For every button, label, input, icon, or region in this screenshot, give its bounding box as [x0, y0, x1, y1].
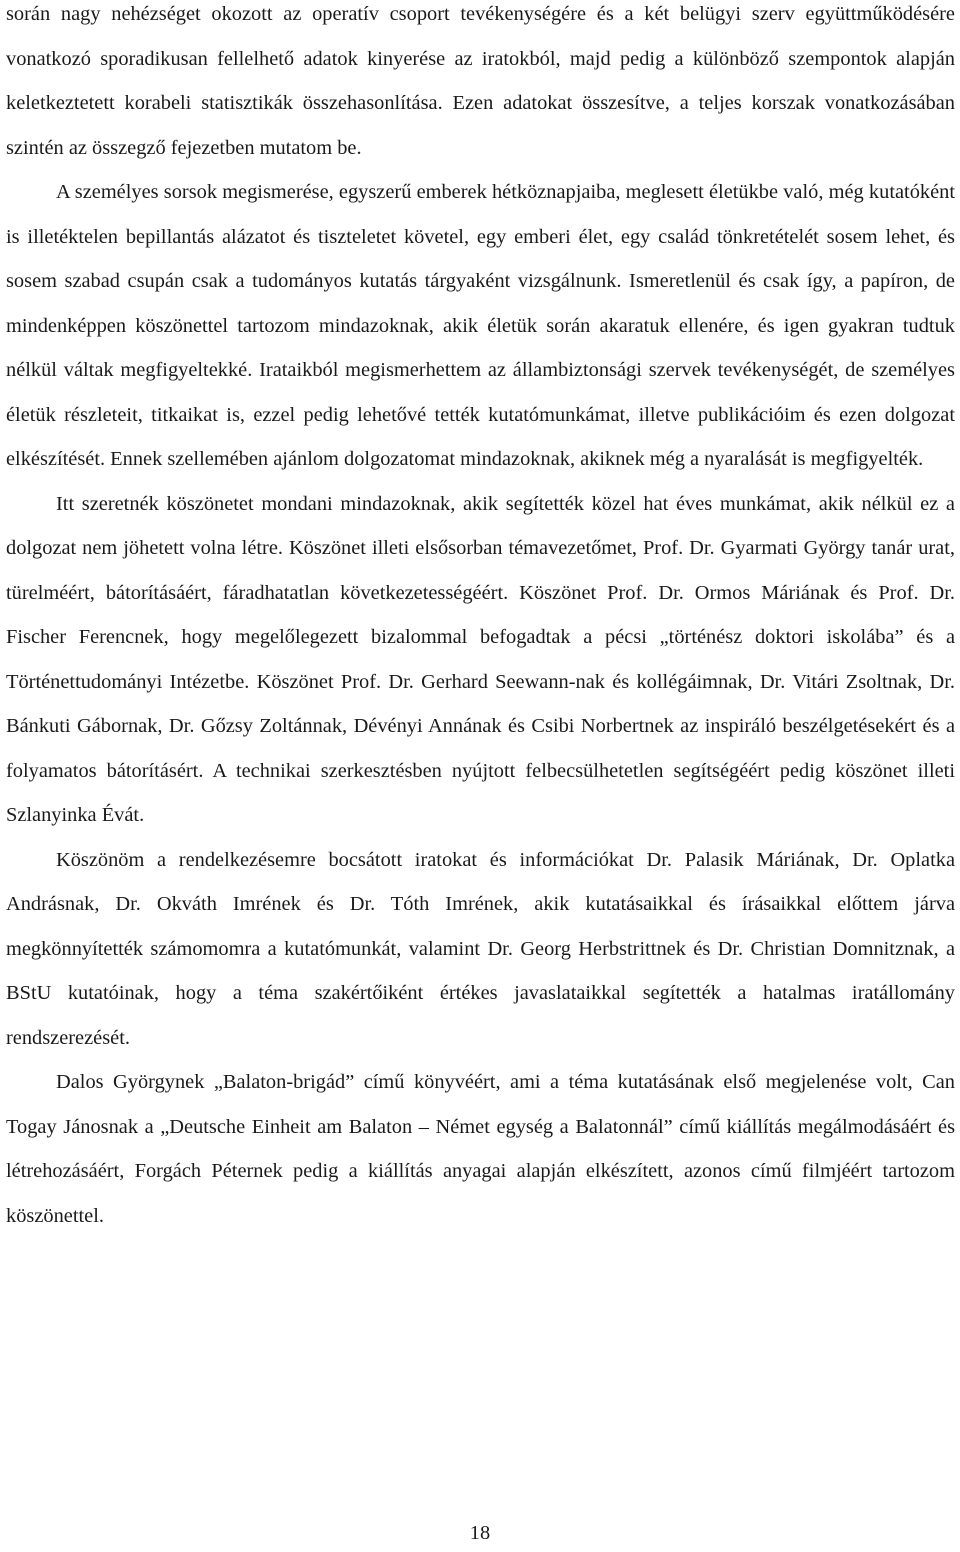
- page-number: 18: [469, 1522, 491, 1544]
- paragraph-thanks-documents: Köszönöm a rendelkezésemre bocsátott iratokat és információkat Dr. Palasik Máriának, Dr. Oplatka Andrásnak, Dr. Okváth Imrének és Dr. Tóth Imrének, akik kutatásaikkal és írásaikkal előttem járva megkönnyítették számomomra a kutatómunkát, valamint Dr. Georg Herbstrittnek és Dr. Christian Domnitznak, a BStU kutatóinak, hogy a téma szakértőiként értékes javaslataikkal segítették a hatalmas iratállomány rendszerezését.: [6, 848, 955, 1049]
- document-page: [6, 0, 955, 1238]
- paragraph-acknowledgements: Itt szeretnék köszönetet mondani mindazoknak, akik segítették közel hat éves munkámat, akik nélkül ez a dolgozat nem jöhetett volna létre. Köszönet illeti elsősorban témavezetőmet, Prof. Dr. Gyarmati György tanár urat, türelméért, bátorításáért, fáradhatatlan következetességéért. Köszönet Prof. Dr. Ormos Máriának és Prof. Dr. Fischer Ferencnek, hogy megelőlegezett bizalommal befogadtak a pécsi „történész doktori iskolába” és a Történettudományi Intézetbe. Köszönet Prof. Dr. Gerhard Seewann-nak és kollégáimnak, Dr. Vitári Zsoltnak, Dr. Bánkuti Gábornak, Dr. Gőzsy Zoltánnak, Dévényi Annának és Csibi Norbertnek az inspiráló beszélgetésekért és a folyamatos bátorításért. A technikai szerkesztésben nyújtott felbecsülhetetlen segítségéért pedig köszönet illeti Szlanyinka Évát.: [6, 492, 955, 826]
- paragraph-continuation: során nagy nehézséget okozott az operatív csoport tevékenységére és a két belügyi szerv együttműködésére vonatkozó sporadikusan fellelhető adatok kinyerése az iratokból, majd pedig a különböző szempontok alapján keletkeztetett korabeli statisztikák összehasonlítása. Ezen adatokat összesítve, a teljes korszak vonatkozásában szintén az összegző fejezetben mutatom be.: [6, 3, 955, 159]
- paragraph-personal-fates: A személyes sorsok megismerése, egyszerű emberek hétköznapjaiba, meglesett életükbe való, még kutatóként is illetéktelen bepillantás alázatot és tiszteletet követel, egy emberi élet, egy család tönkretételét sosem lehet, és sosem szabad csupán csak a tudományos kutatás tárgyaként vizsgálnunk. Ismeretlenül és csak így, a papíron, de mindenképpen köszönettel tartozom mindazoknak, akik életük során akaratuk ellenére, és igen gyakran tudtuk nélkül váltak megfigyeltekké. Irataikból megismerhettem az állambiztonsági szervek tevékenységét, de személyes életük részleteit, titkaikat is, ezzel pedig lehetővé tették kutatómunkámat, illetve publikációim és ezen dolgozat elkészítését. Ennek szellemében ajánlom dolgozatomat mindazoknak, akiknek még a nyaralását is megfigyelték.: [6, 181, 955, 470]
- paragraph-thanks-dalos: Dalos Györgynek „Balaton-brigád” című könyvéért, ami a téma kutatásának első megjelenése volt, Can Togay Jánosnak a „Deutsche Einheit am Balaton – Német egység a Balatonnál” című kiállítás megálmodásáért és létrehozásáért, Forgách Péternek pedig a kiállítás anyagai alapján elkészített, azonos című filmjéért tartozom köszönettel.: [6, 1071, 955, 1227]
